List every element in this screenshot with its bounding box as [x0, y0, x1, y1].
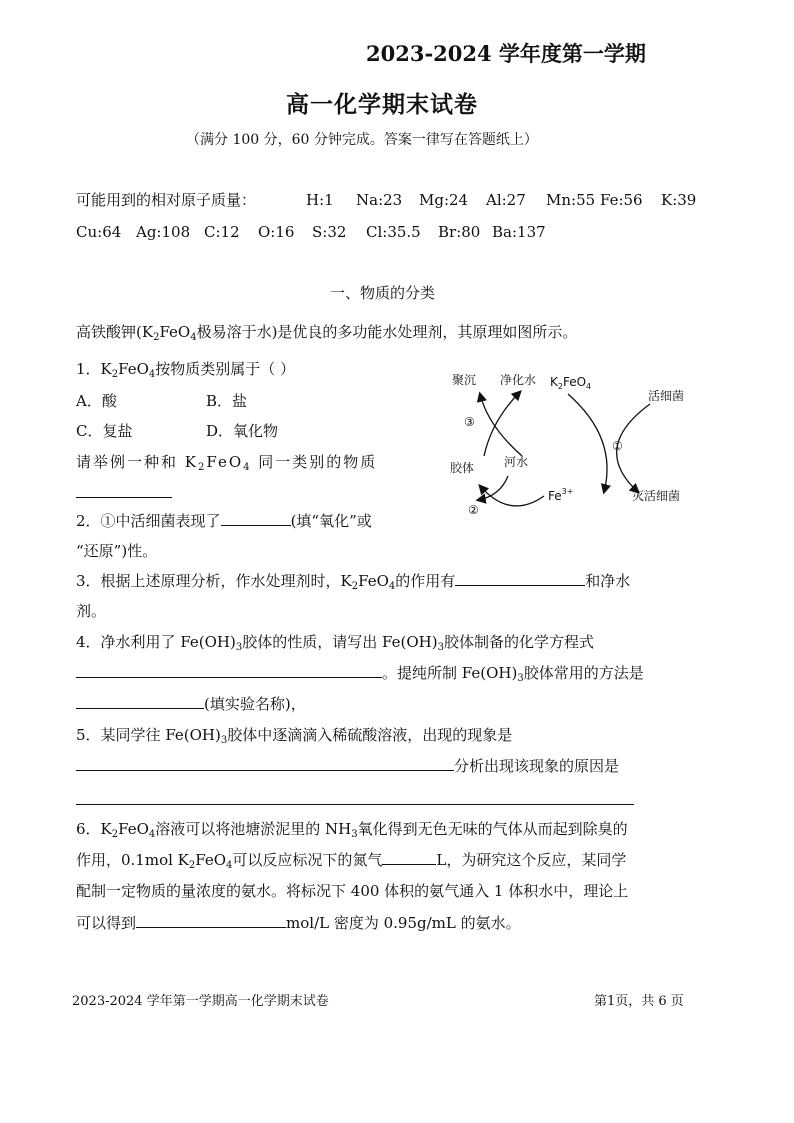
atomic-mass-k: K:39: [661, 191, 697, 209]
water-treatment-diagram: [440, 368, 720, 528]
q6-line-3: 配制一定物质的量浓度的氨水。将标况下 400 体积的氨气通入 1 体积水中，理论上: [76, 882, 629, 900]
q6-line2-d: L，为研究这个反应，某同学: [436, 851, 627, 869]
sub-2: 2: [188, 860, 196, 871]
q6-nitrogen-blank[interactable]: [382, 850, 436, 865]
sub-4: 4: [148, 369, 156, 380]
q6-line4-b: mol/L 密度为 0.95g/mL 的氨水。: [286, 914, 521, 932]
atomic-mass-al: Al:27: [486, 191, 526, 209]
sub-4: 4: [388, 581, 396, 592]
atomic-mass-cu: Cu:64: [76, 223, 122, 241]
intro-text-a: 高铁酸钾(K: [76, 323, 154, 341]
q3-text-c: 的作用有: [395, 572, 456, 590]
label-precipitate: 聚沉: [452, 373, 477, 387]
q1-stem-b: FeO: [118, 360, 149, 378]
q4-method-blank[interactable]: [76, 694, 204, 709]
exam-title: 高一化学期末试卷: [286, 91, 478, 118]
q6-line4-a: 可以得到: [76, 914, 137, 932]
q5-phenomenon-blank[interactable]: [76, 756, 454, 771]
year-term-heading: 2023-2024 学年度第一学期: [366, 41, 646, 66]
sub-4: 4: [148, 829, 156, 840]
label-colloid: 胶体: [450, 461, 475, 475]
q6-line2-c: 可以反应标况下的氮气: [232, 851, 383, 869]
q1-option-a[interactable]: A．酸: [76, 392, 117, 410]
q1-stem-a: K: [100, 360, 112, 378]
q1-answer-blank[interactable]: [76, 497, 172, 498]
q4-line-3: [76, 694, 306, 714]
q2-text-b: (填“氧化”或: [290, 512, 372, 530]
atomic-mass-na: Na:23: [356, 191, 403, 209]
intro-text-b: FeO: [159, 323, 191, 341]
atomic-mass-s: S:32: [312, 223, 347, 241]
q4-line-2: [76, 663, 644, 683]
q1-follow-up: [76, 452, 377, 472]
label-k2feo4: $K_2FeO_4$: [550, 375, 592, 391]
q4-text-a: 净水利用了 Fe(OH): [100, 633, 236, 651]
sub-2: 2: [351, 581, 359, 592]
q2-text-a: ①中活细菌表现了: [100, 512, 221, 530]
q4-text-b: 胶体的性质，请写出 Fe(OH): [242, 633, 438, 651]
q6-concentration-blank[interactable]: [136, 913, 286, 928]
atomic-mass-row-2: [76, 222, 546, 242]
q4-line-1: [76, 632, 594, 652]
atomic-mass-mn: Mn:55: [546, 191, 596, 209]
sub-4: 4: [190, 332, 197, 343]
q1-option-c[interactable]: C．复盐: [76, 422, 133, 440]
q3-text-d: 和净水: [585, 572, 631, 590]
atomic-mass-h: H:1: [306, 191, 334, 209]
q5-line-2: [76, 756, 619, 776]
q3-number: 3．: [76, 572, 101, 590]
atomic-mass-ag: Ag:108: [136, 223, 191, 241]
q5-text-c: 分析出现该现象的原因是: [454, 757, 620, 775]
intro-text-c: 极易溶于水)是优良的多功能水处理剂，其原理如图所示。: [196, 323, 578, 341]
q4-text-d: 。提纯所制 Fe(OH): [382, 664, 518, 682]
q3-line-2: 剂。: [76, 602, 107, 620]
footer-left: 2023-2024 学年第一学期高一化学期末试卷: [72, 994, 329, 1009]
q6-number: 6．: [76, 820, 101, 838]
atomic-mass-label: 可能用到的相对原子质量：: [76, 191, 257, 209]
sub-3: 3: [220, 735, 228, 746]
label-step-2: ②: [468, 503, 479, 517]
atomic-mass-row-1: [76, 190, 697, 210]
q6-line2-a: 作用，0.1mol K: [76, 851, 189, 869]
q6-line2-b: FeO: [195, 851, 227, 869]
q6-line1-b: FeO: [118, 820, 149, 838]
q5-line-1: [76, 725, 512, 745]
label-step-3: ③: [464, 415, 475, 429]
q4-equation-blank[interactable]: [76, 663, 382, 678]
sub-2: 2: [197, 462, 207, 473]
q4-text-f: (填实验名称)，: [204, 695, 306, 713]
q6-line-1: [76, 819, 628, 839]
q6-line1-a: K: [100, 820, 112, 838]
atomic-mass-ba: Ba:137: [492, 223, 546, 241]
q3-text-b: FeO: [358, 572, 389, 590]
q2-line-1: [76, 511, 372, 531]
q1-number: 1．: [76, 360, 101, 378]
q5-reason-blank[interactable]: [76, 804, 634, 805]
q6-line-2: [76, 850, 626, 870]
section-intro: [76, 322, 577, 342]
atomic-mass-mg: Mg:24: [419, 191, 469, 209]
arrow-to-purified-water: [484, 392, 520, 456]
sub-3: 3: [517, 673, 524, 684]
q6-line1-d: 氧化得到无色无味的气体从而起到除臭的: [357, 820, 628, 838]
section-title: 一、物质的分类: [330, 284, 436, 302]
q5-text-a: 某同学往 Fe(OH): [100, 726, 221, 744]
q6-line-4: [76, 913, 521, 933]
sub-4: 4: [243, 462, 252, 473]
q4-text-e: 胶体常用的方法是: [523, 664, 644, 682]
q3-line-1: [76, 571, 630, 591]
atomic-mass-fe: Fe:56: [600, 191, 643, 209]
q1-option-b[interactable]: B．盐: [206, 392, 248, 410]
sub-3: 3: [351, 829, 358, 840]
q5-number: 5．: [76, 726, 101, 744]
arrow-k2feo4-to-fe3: [568, 394, 607, 492]
q1-follow-c: 同一类别的物质: [258, 453, 378, 471]
q1-follow-b: FeO: [206, 453, 244, 471]
atomic-mass-c: C:12: [204, 223, 240, 241]
exam-instructions: （满分 100 分，60 分钟完成。答案一律写在答题纸上）: [186, 132, 538, 148]
label-river-water: 河水: [504, 455, 529, 469]
sub-2: 2: [111, 829, 119, 840]
q2-answer-blank[interactable]: [221, 511, 291, 526]
q4-number: 4．: [76, 633, 101, 651]
label-purified-water: 净化水: [500, 373, 537, 387]
sub-3: 3: [437, 642, 444, 653]
atomic-mass-br: Br:80: [438, 223, 481, 241]
atomic-mass-cl: Cl:35.5: [366, 223, 421, 241]
q1-option-d[interactable]: D．氧化物: [206, 422, 279, 440]
q3-answer-blank[interactable]: [455, 571, 585, 586]
q6-line1-c: 溶液可以将池塘淤泥里的 NH: [155, 820, 352, 838]
q5-text-b: 胶体中逐滴滴入稀硫酸溶液，出现的现象是: [227, 726, 513, 744]
label-dead-bacteria: 灭活细菌: [632, 489, 681, 503]
sub-2: 2: [153, 332, 160, 343]
q1-follow-a: 请举例一种和 K: [76, 453, 198, 471]
q4-text-c: 胶体制备的化学方程式: [443, 633, 594, 651]
q2-number: 2．: [76, 512, 101, 530]
label-live-bacteria: 活细菌: [648, 389, 685, 403]
label-step-1: ①: [612, 439, 623, 453]
sub-4: 4: [226, 860, 233, 871]
q2-line-2: “还原”)性。: [76, 542, 158, 560]
sub-2: 2: [111, 369, 119, 380]
q1-stem: [76, 359, 295, 379]
footer-page-number: 第1页，共 6 页: [594, 994, 684, 1009]
q3-text-a: 根据上述原理分析，作水处理剂时，K: [100, 572, 352, 590]
label-fe3: $Fe^{3+}$: [548, 487, 574, 503]
q1-stem-c: 按物质类别属于（ ）: [155, 360, 296, 378]
atomic-mass-o: O:16: [258, 223, 295, 241]
arrow-fe3-to-colloid: [480, 486, 544, 506]
sub-3: 3: [235, 642, 243, 653]
